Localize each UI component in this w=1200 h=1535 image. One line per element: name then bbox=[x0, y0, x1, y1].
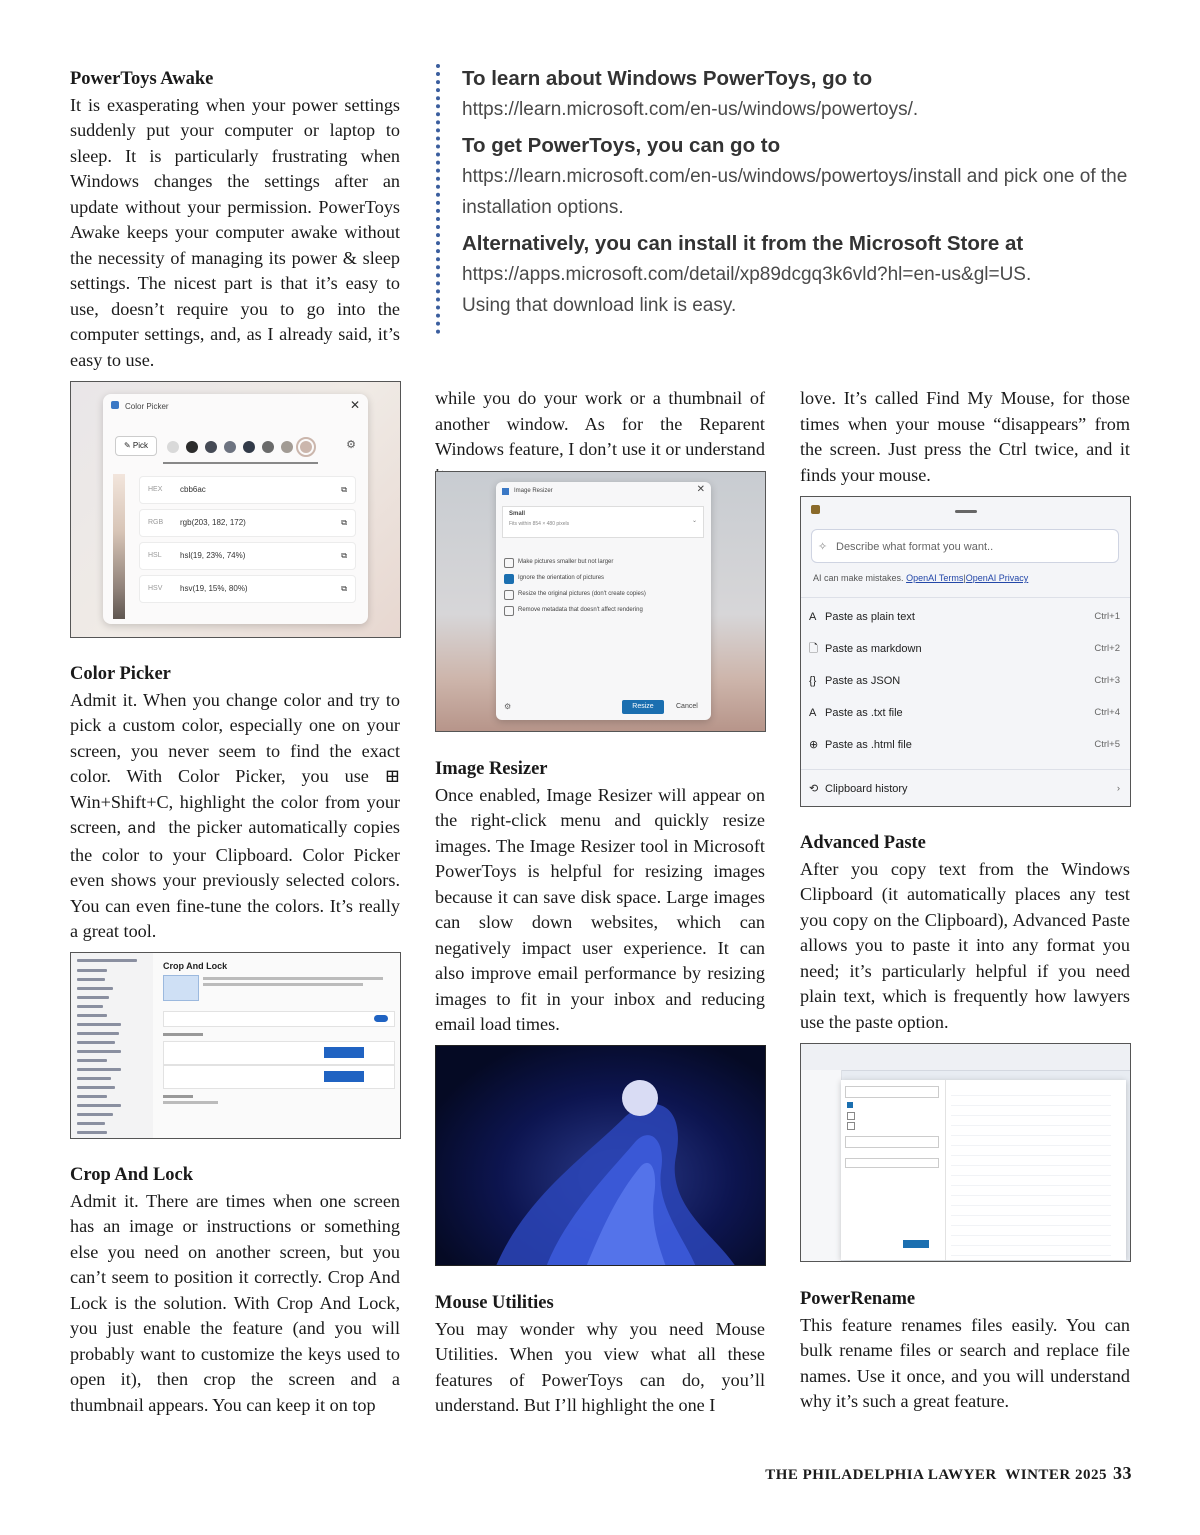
explorer-nav-pane bbox=[801, 1070, 842, 1262]
learn-url[interactable]: https://learn.microsoft.com/en-us/windows/powertoys/. bbox=[462, 99, 919, 120]
copy-icon[interactable]: ⧉ bbox=[341, 584, 347, 593]
image-resizer-window: Image Resizer ✕ Small Fits within 854 × 480 pixels ⌄ Make pictures smaller but not larger Ignore the orientation of pictures Resize the original pictures (don't create copies) Remove metadata that doesn't affect rendering ⚙ Resize Cancel bbox=[496, 482, 711, 720]
openai-privacy-link[interactable]: OpenAI Privacy bbox=[965, 573, 1029, 583]
resize-button[interactable]: Resize bbox=[622, 700, 664, 714]
color-picker-screenshot bbox=[70, 381, 401, 638]
advanced-paste-article bbox=[800, 831, 1130, 1035]
resource-links-box bbox=[436, 64, 1166, 334]
hsl-row: HSL hsl(19, 23%, 74%) ⧉ bbox=[139, 542, 356, 570]
power-rename-body: This feature renames files easily. You can bulk rename files or search and replace file names. Use it once, and you will understand why it’s such a great feature. bbox=[800, 1314, 1130, 1411]
text-icon: A bbox=[809, 611, 817, 623]
paste-plain-text-item[interactable]: A Paste as plain text Ctrl+1 bbox=[801, 601, 1130, 633]
hsv-row: HSV hsv(19, 15%, 80%) ⧉ bbox=[139, 575, 356, 603]
ai-disclaimer: AI can make mistakes. OpenAI Terms|OpenAI Privacy bbox=[813, 573, 1029, 583]
page-number: 33 bbox=[1113, 1463, 1132, 1483]
checkbox[interactable] bbox=[504, 606, 514, 616]
app-icon bbox=[111, 401, 119, 409]
shortcut-keys[interactable] bbox=[324, 1071, 364, 1082]
store-heading: Alternatively, you can install it from the Microsoft Store at bbox=[462, 232, 1024, 255]
settings-main bbox=[153, 953, 400, 1138]
close-icon[interactable]: ✕ bbox=[696, 484, 705, 495]
power-rename-article bbox=[800, 1287, 1130, 1415]
checkbox-checked[interactable] bbox=[847, 1102, 853, 1108]
swatch[interactable] bbox=[281, 441, 293, 453]
text-file-icon: A bbox=[809, 707, 817, 719]
col2-continuation: while you do your work or a thumbnail of another window. As for the Reparent Windows feature, I don’t use it or understand bbox=[435, 388, 765, 459]
cancel-button[interactable]: Cancel bbox=[676, 703, 698, 710]
col3-continuation: love. It’s called Find My Mouse, for those times when your mouse “disappears” from the screen. Just press the Ctrl twice, and it finds your mouse. bbox=[800, 388, 1130, 485]
size-dropdown[interactable]: Small Fits within 854 × 480 pixels ⌄ bbox=[502, 506, 704, 538]
explorer-toolbar bbox=[801, 1044, 1130, 1071]
format-prompt-input[interactable]: ✧ Describe what format you want.. bbox=[811, 529, 1119, 563]
advanced-paste-body: After you copy text from the Windows Clipboard (it automatically places any test you copy on the Clipboard), Advanced Paste allows you to paste it into any format you need; it’s particularly helpful if you need plain text, which is frequently how lawyers use the paste option. bbox=[800, 858, 1130, 1032]
crop-lock-screenshot bbox=[70, 952, 401, 1139]
image-resizer-body: Once enabled, Image Resizer will appear on the right-click menu and quickly resize images. The Image Resizer tool in Microsoft PowerToys is helpful for resizing images because it can save disk space. Large images can slow down websites, which can negatively impact user experience. It can also improve email performance by resizing images to fit in your inbox and reducing email load times. bbox=[435, 784, 765, 1034]
awake-body: It is exasperating when your power settings suddenly put your computer or laptop to sleep. It is particularly frustrating when Windows changes the settings after an update without your permission. PowerToys Awake keeps your computer awake without the necessity of managing its power & sleep settings. The nicest part is that it’s easy to use, doesn’t require you to go into the computer settings, and, as I already said, it’s easy to use. bbox=[70, 94, 400, 370]
image-resizer-title: Image Resizer bbox=[514, 488, 553, 494]
learn-heading: To learn about Windows PowerToys, go to bbox=[462, 67, 873, 90]
crop-lock-article bbox=[70, 1163, 400, 1418]
document-icon: 🗋 bbox=[809, 643, 818, 655]
hex-row: HEX cbb6ac ⧉ bbox=[139, 476, 356, 504]
checkbox[interactable] bbox=[847, 1122, 855, 1130]
page-footer bbox=[765, 1463, 1132, 1484]
feature-image bbox=[163, 975, 199, 1001]
image-resizer-screenshot bbox=[435, 471, 766, 732]
color-picker-title: Color Picker bbox=[125, 402, 169, 411]
mouse-utilities-screenshot bbox=[435, 1045, 766, 1266]
color-picker-article bbox=[70, 662, 400, 945]
history-icon: ⟲ bbox=[809, 783, 819, 795]
checkbox[interactable] bbox=[504, 590, 514, 600]
publication-name: THE PHILADELPHIA LAWYER bbox=[765, 1467, 997, 1483]
shortcut-row bbox=[163, 1041, 395, 1065]
swatch-selected[interactable] bbox=[300, 441, 312, 453]
pick-button[interactable]: ✎ Pick bbox=[115, 436, 157, 456]
copy-icon[interactable]: ⧉ bbox=[341, 551, 347, 560]
swatch[interactable] bbox=[224, 441, 236, 453]
checkbox[interactable] bbox=[504, 558, 514, 568]
checkbox-checked[interactable] bbox=[504, 574, 514, 584]
apply-to-select[interactable] bbox=[845, 1158, 939, 1168]
advanced-paste-screenshot bbox=[800, 496, 1131, 807]
copy-icon[interactable]: ⧉ bbox=[341, 518, 347, 527]
find-my-mouse-spotlight bbox=[622, 1080, 658, 1116]
apply-button[interactable] bbox=[903, 1240, 929, 1248]
color-gradient-bar bbox=[113, 474, 125, 619]
settings-sidebar bbox=[71, 953, 153, 1138]
sparkle-icon: ✧ bbox=[818, 541, 828, 553]
color-picker-window bbox=[103, 394, 368, 624]
openai-terms-link[interactable]: OpenAI Terms bbox=[906, 573, 964, 583]
windows-key-icon: ⊞ bbox=[384, 766, 400, 786]
clipboard-history-item[interactable]: ⟲ Clipboard history › bbox=[801, 773, 1130, 805]
swatch[interactable] bbox=[205, 441, 217, 453]
crop-lock-page-title: Crop And Lock bbox=[163, 961, 228, 971]
rgb-row: RGB rgb(203, 182, 172) ⧉ bbox=[139, 509, 356, 537]
mouse-utilities-body: You may wonder why you need Mouse Utilities. When you view what all these features of PowerToys can do, you’ll understand. But I’ll highlight the one I bbox=[435, 1318, 765, 1415]
power-rename-heading: PowerRename bbox=[800, 1289, 916, 1309]
swatch[interactable] bbox=[167, 441, 179, 453]
globe-icon: ⊕ bbox=[809, 739, 819, 751]
enable-toggle[interactable] bbox=[374, 1015, 388, 1022]
paste-txt-file-item[interactable]: A Paste as .txt file Ctrl+4 bbox=[801, 697, 1130, 729]
issue-label: WINTER 2025 bbox=[1005, 1467, 1107, 1483]
gear-icon[interactable]: ⚙ bbox=[504, 702, 512, 711]
chevron-right-icon: › bbox=[1116, 783, 1120, 794]
checkbox[interactable] bbox=[847, 1112, 855, 1120]
swatch[interactable] bbox=[262, 441, 274, 453]
braces-icon: {} bbox=[809, 675, 817, 687]
paste-markdown-item[interactable]: 🗋 Paste as markdown Ctrl+2 bbox=[801, 633, 1130, 665]
store-url[interactable]: https://apps.microsoft.com/detail/xp89dcgq3k6vld?hl=en-us&gl=US. Using that download link is easy. bbox=[462, 264, 1032, 316]
app-icon bbox=[811, 505, 820, 514]
swatch[interactable] bbox=[243, 441, 255, 453]
power-rename-screenshot bbox=[800, 1043, 1131, 1262]
shortcut-row bbox=[163, 1065, 395, 1089]
copy-icon[interactable]: ⧉ bbox=[341, 485, 347, 494]
chevron-down-icon: ⌄ bbox=[691, 518, 697, 524]
paste-json-item[interactable]: {} Paste as JSON Ctrl+3 bbox=[801, 665, 1130, 697]
app-icon bbox=[502, 488, 509, 495]
image-resizer-article bbox=[435, 757, 765, 1038]
color-picker-body: Admit it. When you change color and try to pick a custom color, especially one on your screen, you never seem to find the exact color. With Color Picker, you use ⊞ Win+Shift+C, highlight the color from your screen, and the picker automatically copies the color to your Clipboard. Color Picker even shows your previously selected colors. You can even fine-tune the colors. It’s really a great tool. bbox=[70, 689, 401, 941]
shortcut-keys[interactable] bbox=[324, 1047, 364, 1058]
power-rename-window bbox=[841, 1080, 1126, 1260]
awake-article bbox=[70, 67, 400, 373]
get-heading: To get PowerToys, you can go to bbox=[462, 134, 781, 157]
crop-lock-body: Admit it. There are times when one screen has an image or instructions or something else you need on another screen, but you can’t seem to position it correctly. Crop And Lock is the solution. With Crop And Lock, you just enable the feature (and you will probably want to customize the keys used to open it), then crop the screen and a thumbnail appears. You can keep it on top bbox=[70, 1190, 400, 1415]
color-slider[interactable] bbox=[163, 462, 318, 464]
rename-preview-list bbox=[951, 1086, 1111, 1256]
image-resizer-heading: Image Resizer bbox=[435, 759, 548, 779]
mouse-utilities-heading: Mouse Utilities bbox=[435, 1293, 554, 1313]
install-url[interactable]: https://learn.microsoft.com/en-us/windows/powertoys/install and pick one of the installation options. bbox=[462, 166, 1128, 218]
enable-toggle-row bbox=[163, 1011, 395, 1027]
paste-html-file-item[interactable]: ⊕ Paste as .html file Ctrl+5 bbox=[801, 729, 1130, 761]
search-input[interactable] bbox=[845, 1086, 939, 1098]
gear-icon[interactable]: ⚙ bbox=[346, 439, 356, 451]
mouse-utilities-article bbox=[435, 1291, 765, 1419]
color-picker-heading: Color Picker bbox=[70, 664, 171, 684]
crop-lock-heading: Crop And Lock bbox=[70, 1165, 194, 1185]
replace-input[interactable] bbox=[845, 1136, 939, 1148]
awake-title: PowerToys Awake bbox=[70, 69, 214, 89]
close-icon[interactable]: ✕ bbox=[349, 398, 360, 412]
bloom-wallpaper bbox=[436, 1046, 766, 1266]
advanced-paste-heading: Advanced Paste bbox=[800, 833, 926, 853]
swatch[interactable] bbox=[186, 441, 198, 453]
drag-handle[interactable] bbox=[955, 510, 977, 513]
